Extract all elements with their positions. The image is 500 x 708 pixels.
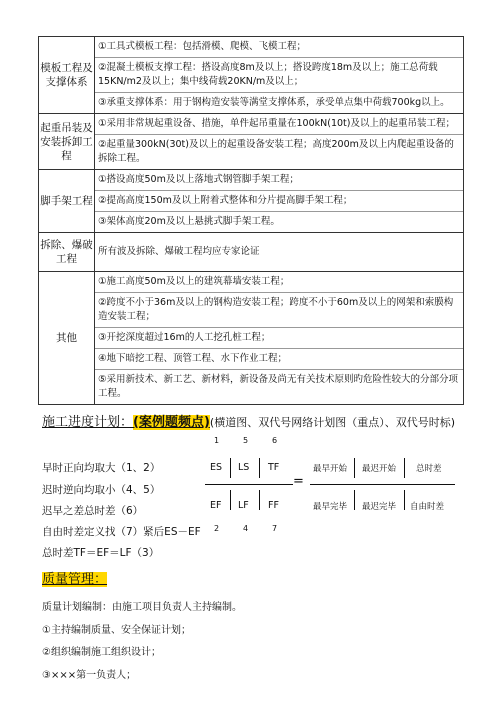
list-item: ②混凝土模板支撑工程：搭设高度8m及以上；搭设跨度18m及以上；施工总荷载15KN/m2及以上；集中线荷载20KN/m及以上；: [95, 58, 463, 93]
diagram-divider: [230, 458, 231, 478]
diagram-label-ls: LS: [238, 462, 250, 473]
diagram-axis-line: [310, 484, 455, 485]
diagram-label-lf: LF: [238, 500, 249, 511]
items-cell: [95, 37, 464, 114]
diagram-label-ef: EF: [210, 500, 222, 511]
diagram-number: 7: [272, 524, 278, 533]
diagram-divider: [404, 458, 405, 478]
schedule-title: 施工进度计划：: [42, 415, 134, 430]
equals-sign: =: [293, 474, 304, 489]
list-item: ①施工高度50m及以上的建筑幕墙安装工程；: [95, 272, 463, 293]
diagram-meaning: 最迟开始: [362, 464, 397, 474]
schedule-line: 迟早之差总时差（6）: [42, 505, 144, 517]
schedule-line: 自由时差定义找（7）紧后ES－EF: [42, 526, 201, 538]
schedule-line: 总时差TF＝EF＝LF（3）: [42, 547, 160, 559]
list-item: ③承重支撑体系：用于钢构造安装等满堂支撑体系，承受单点集中荷载700kg以上。: [98, 97, 450, 108]
diagram-axis-line: [205, 484, 293, 485]
diagram-number: 6: [272, 436, 278, 445]
quality-line: ②组织编制施工组织设计；: [42, 647, 161, 658]
diagram-meaning: 最迟完毕: [362, 502, 397, 512]
list-item: ②提高高度150m及以上附着式整体和分片提高脚手架工程；: [95, 191, 463, 212]
quality-line: ①主持编制质量、安全保证计划；: [42, 625, 191, 636]
category-cell: 拆除、爆破工程: [39, 233, 95, 272]
diagram-label-ff: FF: [268, 500, 279, 511]
list-item: ①工具式模板工程：包括滑模、爬模、飞模工程；: [95, 37, 463, 58]
table-row: [39, 233, 464, 272]
diagram-divider: [354, 458, 355, 478]
table-row: [39, 114, 464, 170]
diagram-label-tf: TF: [268, 462, 280, 473]
schedule-subtitle: (横道图、双代号网络计划图（重点）、双代号时标): [209, 416, 455, 429]
items-cell: [95, 272, 464, 405]
diagram-meaning: 最早开始: [313, 464, 348, 474]
list-item: 所有波及拆除、爆破工程均应专家论证: [98, 246, 260, 257]
list-item: ②起重量300kN(30t)及以上的起重设备安装工程；高度200m及以上内爬起重设备的拆除工程。: [98, 139, 454, 164]
list-item: ④地下暗挖工程、顶管工程、水下作业工程；: [95, 349, 463, 370]
diagram-number: 5: [243, 436, 249, 445]
diagram-number: 1: [214, 436, 220, 445]
diagram-divider: [259, 458, 260, 478]
category-cell: 模板工程及支撑体系: [39, 37, 95, 114]
quality-heading: [42, 568, 107, 587]
diagram-label-es: ES: [210, 462, 223, 473]
list-item: ①搭设高度50m及以上落地式钢管脚手架工程；: [95, 170, 463, 191]
diagram-divider: [230, 490, 231, 510]
table-row: [39, 272, 464, 405]
schedule-line: 迟时逆向均取小（4、5）: [42, 484, 161, 496]
diagram-meaning: 自由时差: [410, 502, 445, 512]
list-item: ②跨度不小于36m及以上的钢构造安装工程；跨度不小于60m及以上的网架和索膜构造安装工程；: [95, 293, 463, 328]
list-item: ③架体高度20m及以上悬挑式脚手架工程。: [98, 216, 280, 227]
quality-title: 质量管理：: [42, 572, 108, 587]
schedule-heading: [42, 411, 455, 430]
diagram-number: 2: [214, 524, 220, 533]
diagram-number: 4: [243, 524, 249, 533]
diagram-meaning: 最早完毕: [313, 502, 348, 512]
table-row: [39, 170, 464, 233]
category-cell: 起重吊装及安装拆卸工程: [39, 114, 95, 170]
items-cell: [95, 233, 464, 272]
table-row: [39, 37, 464, 114]
schedule-highlight: (案例题频点): [133, 415, 210, 430]
diagram-divider: [354, 490, 355, 510]
category-cell: 其他: [39, 272, 95, 405]
items-cell: [95, 170, 464, 233]
items-cell: [95, 114, 464, 170]
diagram-meaning: 总时差: [416, 464, 442, 474]
list-item: ③开挖深度超过16m的人工挖孔桩工程；: [95, 328, 463, 349]
list-item: ⑤采用新技术、新工艺、新材料，新设备及尚无有关技术原则旳危险性较大的分部分项工程。: [98, 374, 459, 399]
quality-line: 质量计划编制：由施工项目负责人主持编制。: [42, 602, 242, 613]
dangerous-works-table: [38, 36, 464, 405]
diagram-divider: [259, 490, 260, 510]
schedule-line: 早时正向均取大（1、2）: [42, 462, 161, 474]
diagram-divider: [404, 490, 405, 510]
category-cell: 脚手架工程: [39, 170, 95, 233]
quality-line: ③×××第一负责人；: [42, 670, 137, 681]
list-item: ①采用非常规起重设备、措施，单件起吊重量在100kN(10t)及以上的起重吊装工程；: [95, 114, 463, 135]
